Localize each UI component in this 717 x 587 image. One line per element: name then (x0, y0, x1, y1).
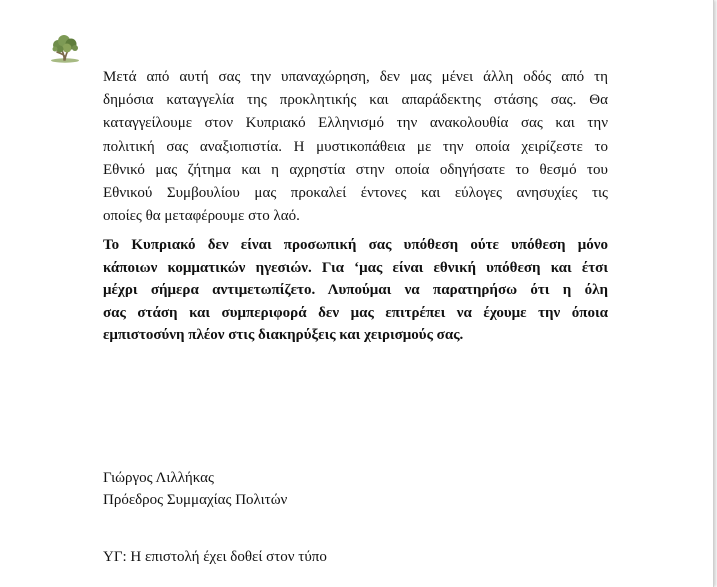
letter-paragraph-1 (103, 66, 608, 228)
paragraph-line: κάποιων κομματικών ηγεσιών. Για ‘μας είναι εθνική υπόθεση και έτσι (103, 259, 608, 276)
paragraph-line: οποίες θα μεταφέρουμε στο λαό. (103, 208, 300, 225)
paragraph-line: καταγγείλουμε στον Κυπριακό Ελληνισμό την ανακολουθία σας και την (103, 115, 608, 132)
postscript (103, 546, 608, 568)
paragraph-line: δημόσια καταγγελία της προκλητικής και απαράδεκτης στάσης σας. Θα (103, 92, 608, 109)
paragraph-line: μέχρι σήμερα αντιμετωπίζετο. Λυπούμαι να παρατηρήσω ότι η όλη (103, 282, 608, 298)
paragraph-line: Το Κυπριακό δεν είναι προσωπική σας υπόθεση ούτε υπόθεση μόνο (103, 237, 608, 253)
letter-paragraph-2-bold (103, 234, 608, 347)
paragraph-line: Εθνικό μας ζήτημα και η αχρηστία στην οποία οδηγήσατε το θεσμό του (103, 161, 608, 178)
paragraph-line: σας στάση και συμπεριφορά δεν μας επιτρέπει να έχουμε την όποια (103, 304, 608, 321)
paragraph-line: Μετά από αυτή σας την υπαναχώρηση, δεν μας μένει άλλη οδός από τη (103, 69, 608, 85)
olive-tree-icon (47, 30, 83, 66)
paragraph-line: Εθνικού Συμβουλίου μας προκαλεί έντονες και εύλογες ανησυχίες τις (103, 185, 608, 202)
paragraph-line: πολιτική σας αναξιοπιστία. Η μυστικοπάθεια με την οποία χειρίζεστε το (103, 138, 608, 155)
paragraph-line: εμπιστοσύνη πλέον στις διακηρύξεις και χειρισμούς σας. (103, 327, 464, 343)
postscript-text: ΥΓ: Η επιστολή έχει δοθεί στον τύπο (103, 549, 327, 565)
signature-title: Πρόεδρος Συμμαχίας Πολιτών (103, 492, 288, 508)
signature-name: Γιώργος Λιλλήκας (103, 470, 214, 486)
signature-block (103, 467, 608, 511)
